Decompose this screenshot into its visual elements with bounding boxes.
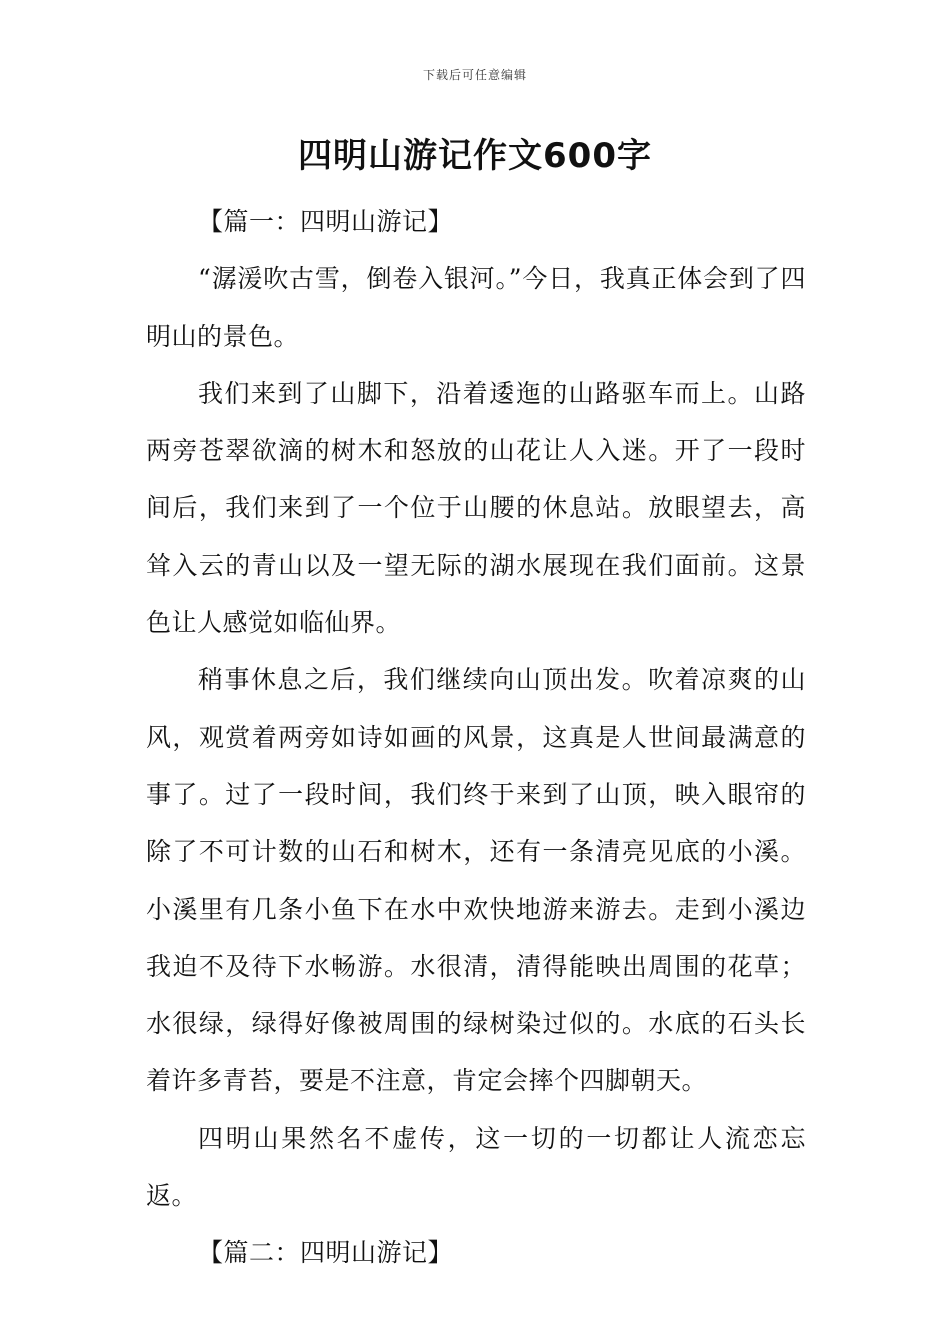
document-body — [146, 193, 806, 1282]
paragraph: “潺湲吹古雪，倒卷入银河。”今日，我真正体会到了四明山的景色。 — [146, 264, 806, 351]
header-note: 下载后可任意编辑 — [422, 68, 527, 82]
paragraph: 我们来到了山脚下，沿着逶迤的山路驱车而上。山路两旁苍翠欲滴的树木和怒放的山花让人入迷。开了一段时间后，我们来到了一个位于山腰的休息站。放眼望去，高耸入云的青山以及一望无际的湖水展现在我们面前。这景色让人感觉如临仙界。 — [146, 378, 806, 638]
paragraph: 四明山果然名不虚传，这一切的一切都让人流恋忘返。 — [146, 1123, 806, 1211]
section-heading-2: 【篇二：四明山游记】 — [198, 1238, 454, 1268]
paragraph: 稍事休息之后，我们继续向山顶出发。吹着凉爽的山风，观赏着两旁如诗如画的风景，这真是人世间最满意的事了。过了一段时间，我们终于来到了山顶，映入眼帘的除了不可计数的山石和树木，还有一条清亮见底的小溪。小溪里有几条小鱼下在水中欢快地游来游去。走到小溪边我迫不及待下水畅游。水很清，清得能映出周围的花草；水很绿，绿得好像被周围的绿树染过似的。水底的石头长着许多青苔，要是不注意，肯定会摔个四脚朝天。 — [146, 665, 806, 1096]
document-title: 四明山游记作文600字 — [298, 136, 652, 176]
section-heading-1: 【篇一：四明山游记】 — [198, 207, 454, 236]
